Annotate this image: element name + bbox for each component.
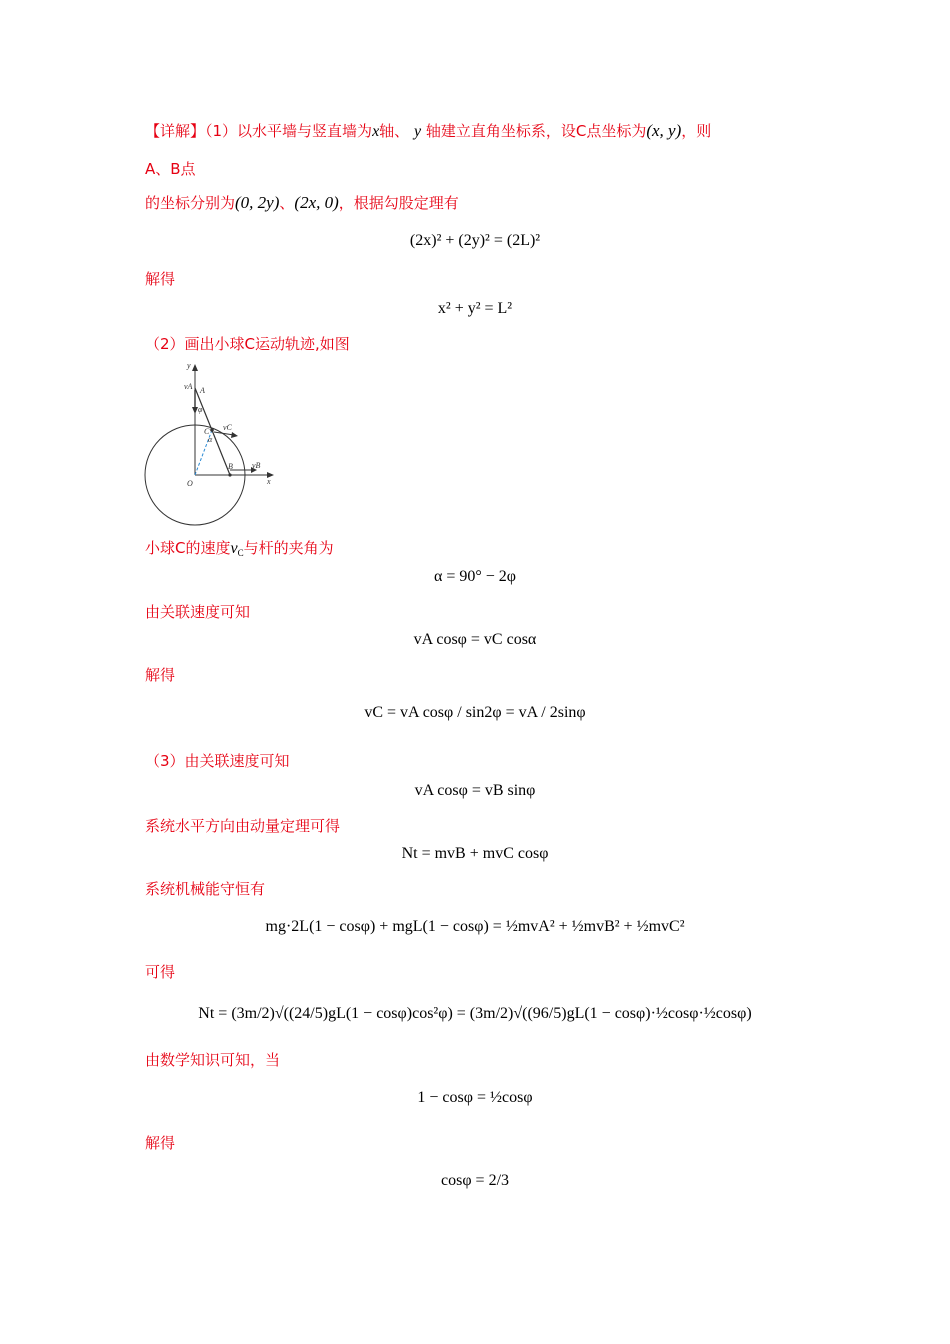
math-knowledge-text: 由数学知识可知，当 [145, 1051, 281, 1069]
intro-line-2: A、B点 [145, 160, 196, 178]
detail-bracket: 【详解】 [145, 122, 206, 140]
equation-related-velocity-text: vA cosφ = vC cosα [413, 631, 537, 648]
solve-label-1: 解得 [145, 270, 176, 288]
phi-label: φ [198, 405, 203, 414]
equation-pythagoras [0, 232, 950, 250]
equation-momentum-text: Nt = mvB + mvC cosφ [401, 845, 549, 862]
trajectory-figure [138, 358, 298, 528]
intro-text-2: 轴、 [379, 122, 410, 140]
equation-energy-text: mg·2L(1 − cosφ) + mgL(1 − cosφ) = ½mvA² + ½mvB² + ½mvC² [265, 918, 685, 935]
energy-text: 系统机械能守恒有 [145, 880, 266, 898]
y-axis-label: y [187, 361, 191, 370]
point-c-dot [210, 428, 214, 432]
origin-label: O [187, 479, 193, 488]
va-label: vA [184, 382, 193, 391]
intro-text-6: 、 [279, 194, 295, 212]
equation-vc [0, 704, 950, 722]
equation-momentum [0, 845, 950, 863]
equation-vc-text: vC = vA cosφ / sin2φ = vA / 2sinφ [364, 704, 586, 721]
intro-text-7: ，根据勾股定理有 [338, 194, 459, 212]
part-3-heading: （3）由关联速度可知 [145, 752, 290, 770]
vc-symbol: v [230, 540, 238, 557]
intro-line-1 [145, 120, 711, 141]
intro-text-1: （1）以水平墙与竖直墙为 [205, 122, 373, 140]
equation-cos-phi-text: cosφ = 2/3 [440, 1172, 510, 1189]
equation-pythagoras-text: (2x)² + (2y)² = (2L)² [409, 232, 541, 249]
vc-arrow-head [231, 432, 238, 438]
point-a-label: A [200, 386, 205, 395]
x-axis-label: x [267, 477, 271, 486]
point-a-coordinate: (0, 2y) [235, 193, 280, 212]
point-b-label: B [228, 462, 233, 471]
equation-condition [0, 1089, 950, 1107]
equation-alpha [0, 568, 950, 586]
equation-alpha-text: α = 90° − 2φ [433, 568, 517, 585]
equation-condition-text: 1 − cosφ = ½cosφ [417, 1089, 533, 1106]
x-symbol: x [372, 123, 380, 140]
point-b-dot [228, 473, 231, 476]
vb-label: vB [252, 461, 261, 470]
y-axis-arrow [192, 364, 198, 371]
vc-label: vC [223, 423, 232, 432]
equation-related-velocity [0, 631, 950, 649]
vc-subscript: C [237, 548, 244, 558]
intro-text-4: ，则 [681, 122, 712, 140]
equation-energy [0, 918, 950, 936]
point-c-label: C [204, 427, 210, 436]
vc-angle-text [145, 537, 334, 558]
equation-va-vb [0, 782, 950, 800]
solve-label-2: 解得 [145, 666, 176, 684]
point-b-coordinate: (2x, 0) [294, 193, 339, 212]
related-velocity-text-1: 由关联速度可知 [145, 603, 251, 621]
part-2-heading: （2）画出小球C运动轨迹,如图 [145, 335, 350, 353]
y-symbol: y [413, 123, 422, 140]
equation-va-vb-text: vA cosφ = vB sinφ [414, 782, 536, 799]
equation-nt-text: Nt = (3m/2)√((24/5)gL(1 − cosφ)cos²φ) = (3m/2)√((96/5)gL(1 − cosφ)·½cosφ·½cosφ) [198, 1005, 752, 1022]
equation-circle-text: x² + y² = L² [437, 300, 513, 317]
equation-cos-phi [0, 1172, 950, 1190]
alpha-label: α [208, 435, 213, 444]
result-label: 可得 [145, 963, 176, 981]
equation-nt [0, 1005, 950, 1023]
momentum-text: 系统水平方向由动量定理可得 [145, 817, 341, 835]
vc-angle-text-b: 与杆的夹角为 [243, 539, 334, 557]
equation-circle [0, 300, 950, 318]
intro-text-3: 轴建立直角坐标系，设C点坐标为 [425, 122, 647, 140]
intro-text-5: 的坐标分别为 [145, 194, 236, 212]
vc-angle-text-a: 小球C的速度 [145, 539, 231, 557]
solve-label-3: 解得 [145, 1134, 176, 1152]
intro-line-3 [145, 192, 459, 213]
point-c-coordinate: (x, y) [646, 121, 682, 140]
